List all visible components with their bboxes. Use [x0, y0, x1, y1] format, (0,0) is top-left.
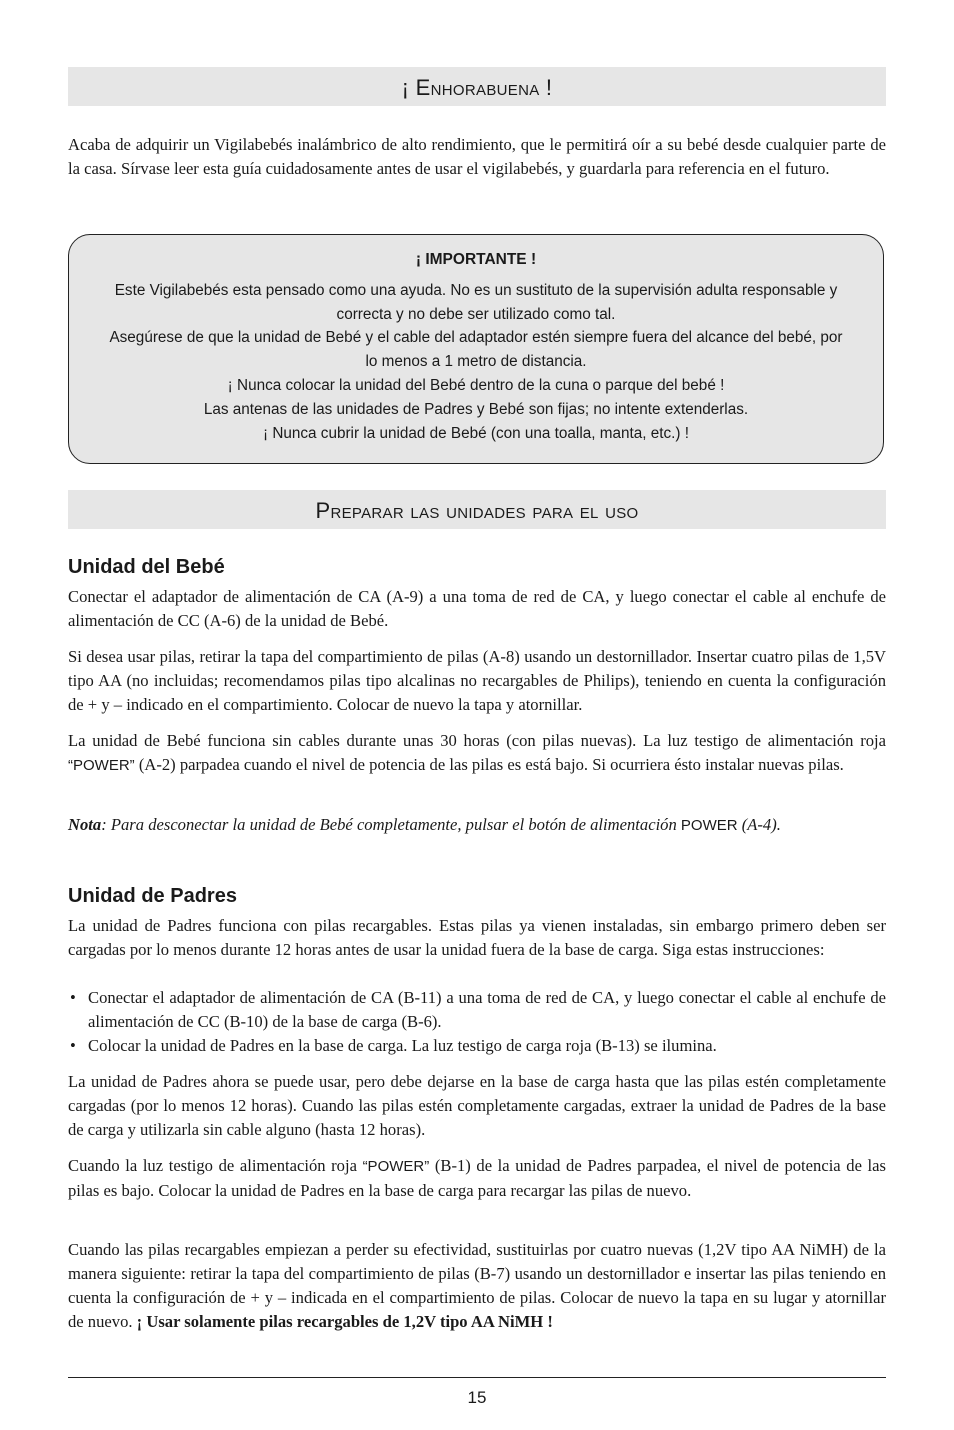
- baby-unit-paragraph-1: Conectar el adaptador de alimentación de CA (A-9) a una toma de red de CA, y luego conectar el cable al enchufe de alimentación de CC (A-6) de la unidad de Bebé.: [68, 587, 886, 630]
- power-label: “POWER”: [362, 1158, 430, 1175]
- power-label: POWER: [680, 817, 738, 834]
- important-line: ¡ Nunca cubrir la unidad de Bebé (con una toalla, manta, etc.) !: [262, 424, 689, 442]
- text-span: La unidad de Bebé funciona sin cables durante unas 30 horas (con pilas nuevas). La luz testigo de alimentación roja: [68, 731, 886, 750]
- important-line: ¡ Nunca colocar la unidad del Bebé dentro de la cuna o parque del bebé !: [227, 376, 725, 394]
- baby-unit-note: [68, 813, 886, 838]
- parent-unit-paragraph-3: [68, 1154, 886, 1203]
- bullet-icon: •: [70, 1036, 76, 1055]
- section-header-enhorabuena: [68, 67, 886, 106]
- section-header-preparar: [68, 490, 886, 529]
- parent-unit-paragraph-2: La unidad de Padres ahora se puede usar, pero debe dejarse en la base de carga hasta que las pilas estén completamente cargadas (por lo menos 12 horas). Cuando las pilas estén completamente cargadas, extraer la unidad de Padres de la base de carga y utilizarla sin cable alguno (hasta 12 horas).: [68, 1072, 886, 1139]
- text-span: (B-1) de la unidad de Padres parpadea, el nivel de potencia de las pilas es bajo. Colocar la unidad de Padres en la base de carga para recargar las pilas de nuevo.: [68, 1156, 886, 1200]
- text-span: Cuando las pilas recargables empiezan a perder su efectividad, sustituirlas por cuatro nuevas (1,2V tipo AA NiMH) de la manera siguiente: retirar la tapa del compartimiento de pilas (B-7) usando un destornillador e insertar las pilas teniendo en cuenta la configuración de + y – indicada en el compartimiento de pilas. Colocar de nuevo la tapa en su lugar y atornillar de nuevo.: [68, 1240, 886, 1331]
- baby-unit-heading: Unidad del Bebé: [68, 556, 225, 578]
- section-header-lead: ¡ E: [401, 75, 431, 100]
- baby-unit-paragraph-2: Si desea usar pilas, retirar la tapa del compartimiento de pilas (A-8) usando un destornillador. Insertar cuatro pilas de 1,5V tipo AA (no incluidas; recomendamos pilas tipo alcalinas no recargables de Philips), teniendo en cuenta la configuración de + y – indicado en el compartimiento. Colocar de nuevo la tapa y atornillar.: [68, 647, 886, 714]
- section-header-text: nhorabuena !: [430, 75, 553, 100]
- bullet-icon: •: [70, 988, 76, 1007]
- important-line: correcta y no debe ser utilizado como tal.: [336, 305, 616, 323]
- section-header-text: reparar las unidades para el uso: [330, 498, 639, 523]
- list-item-text: Colocar la unidad de Padres en la base de carga. La luz testigo de carga roja (B-13) se ilumina.: [88, 1036, 717, 1055]
- intro-paragraph: Acaba de adquirir un Vigilabebés inalámbrico de alto rendimiento, que le permitirá oír a su bebé desde cualquier parte de la casa. Sírvase leer esta guía cuidadosamente antes de usar el vigilabebés, y guardarla para referencia en el futuro.: [68, 135, 886, 178]
- text-span: : Para desconectar la unidad de Bebé completamente, pulsar el botón de alimentación: [101, 815, 681, 834]
- important-title: ¡ IMPORTANTE !: [415, 251, 537, 268]
- list-item-text: Conectar el adaptador de alimentación de CA (B-11) a una toma de red de CA, y luego conectar el cable al enchufe de alimentación de CC (B-10) de la base de carga (B-6).: [88, 988, 886, 1031]
- text-span: Cuando la luz testigo de alimentación roja: [68, 1156, 363, 1175]
- important-line: Este Vigilabebés esta pensado como una ayuda. No es un sustituto de la supervisión adulta responsable y: [114, 281, 838, 299]
- bold-warning: ¡ Usar solamente pilas recargables de 1,2V tipo AA NiMH !: [136, 1312, 553, 1331]
- parent-unit-heading: Unidad de Padres: [68, 885, 237, 907]
- footer-rule: [68, 1377, 886, 1378]
- section-header-lead: P: [315, 498, 331, 523]
- text-span: (A-2) parpadea cuando el nivel de potencia de las pilas es está bajo. Si ocurriera ésto instalar nuevas pilas.: [134, 755, 844, 774]
- note-label: Nota: [68, 815, 102, 834]
- list-item: [68, 1034, 886, 1058]
- baby-unit-paragraph-3: [68, 729, 886, 778]
- important-line: Las antenas de las unidades de Padres y Bebé son fijas; no intente extenderlas.: [203, 400, 749, 418]
- parent-unit-paragraph-1: La unidad de Padres funciona con pilas recargables. Estas pilas ya vienen instaladas, sin embargo primero deben ser cargadas por lo menos durante 12 horas antes de usar la unidad fuera de la base de carga. Siga estas instrucciones:: [68, 916, 886, 959]
- text-span: (A-4).: [737, 815, 781, 834]
- power-label: “POWER”: [68, 757, 135, 774]
- parent-unit-paragraph-4: [68, 1238, 886, 1334]
- page-number: 15: [467, 1388, 487, 1407]
- important-line: Asegúrese de que la unidad de Bebé y el cable del adaptador estén siempre fuera del alcance del bebé, por: [109, 329, 843, 347]
- important-line: lo menos a 1 metro de distancia.: [365, 353, 587, 371]
- list-item: [68, 986, 886, 1034]
- important-notice-box: [68, 234, 884, 464]
